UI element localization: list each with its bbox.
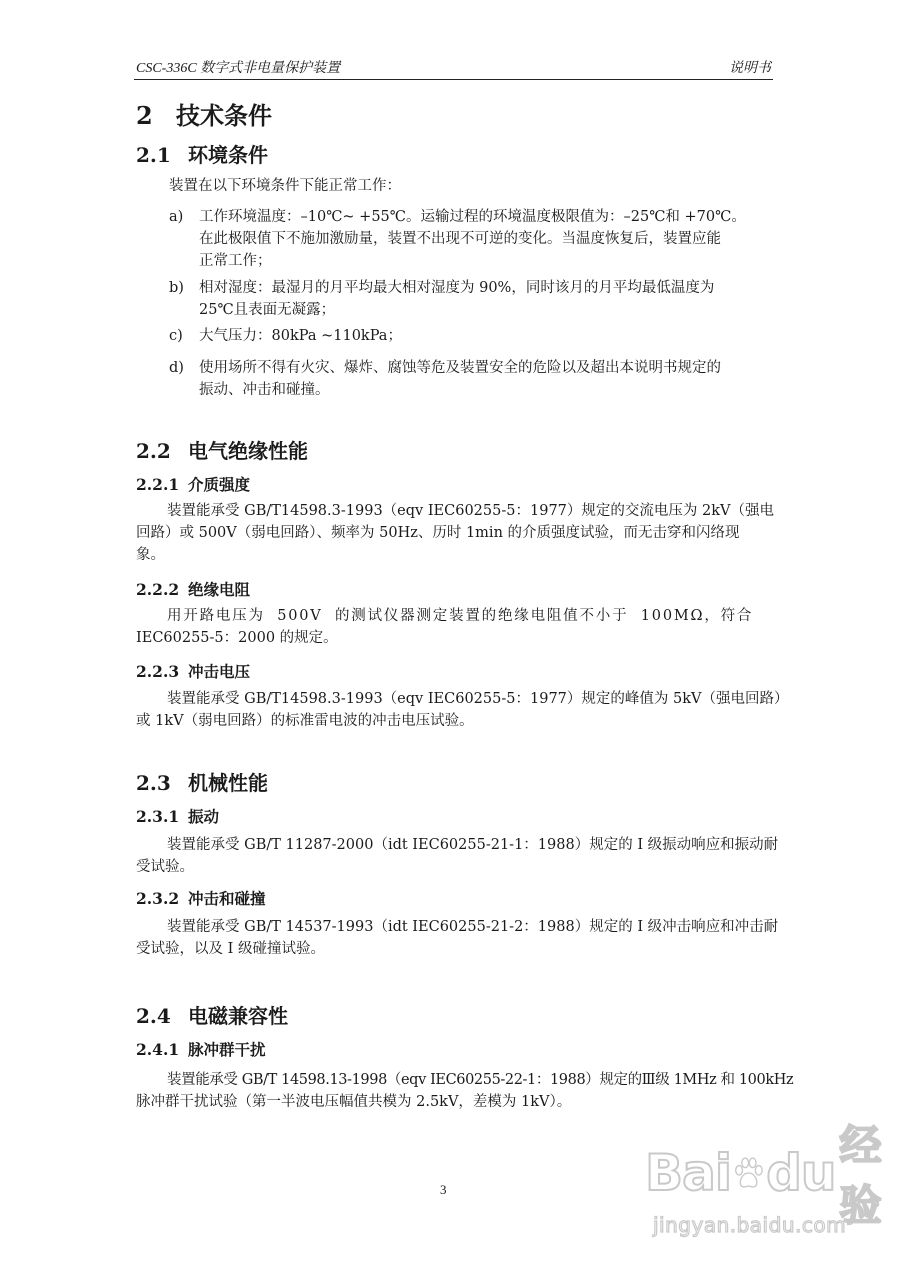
section-title: 脉冲群干扰 <box>188 1040 266 1059</box>
watermark-brand: Bai <box>645 1143 731 1202</box>
section-title: 振动 <box>188 807 220 826</box>
text-line: 振动、冲击和碰撞。 <box>199 382 330 398</box>
section-number: 2.3.2 <box>136 889 180 908</box>
list-label: d) <box>169 360 184 376</box>
header-doc-title: CSC-336C 数字式非电量保护装置 <box>136 61 341 76</box>
text-line: 工作环境温度：–10℃~ +55℃。运输过程的环境温度极限值为：–25℃和 +70℃。 <box>199 209 746 225</box>
header-doc-type: 说明书 <box>729 61 771 76</box>
text-line: 象。 <box>136 547 165 563</box>
text-line: 使用场所不得有火灾、爆炸、腐蚀等危及装置安全的危险以及超出本说明书规定的 <box>199 360 721 376</box>
text-line: 装置能承受 GB/T14598.3-1993（eqv IEC60255-5：1977）规定的交流电压为 2kV（强电 <box>167 503 774 519</box>
text-line: 正常工作； <box>199 253 272 269</box>
section-title: 机械性能 <box>188 771 268 795</box>
text-line: 相对湿度：最湿月的月平均最大相对湿度为 90%，同时该月的月平均最低温度为 <box>199 280 715 296</box>
page-header <box>134 57 773 80</box>
text-line: 装置能承受 GB/T 14598.13-1998（eqv IEC60255-22-1：1988）规定的Ⅲ级 1MHz 和 100kHz <box>167 1072 794 1088</box>
text-line: 脉冲群干扰试验（第一半波电压幅值共模为 2.5kV，差模为 1kV）。 <box>136 1094 572 1110</box>
list-label: a) <box>169 209 184 225</box>
paragraph <box>136 688 788 732</box>
text-line: 或 1kV（弱电回路）的标准雷电波的冲击电压试验。 <box>136 713 474 729</box>
paragraph <box>136 500 774 566</box>
section-title: 电气绝缘性能 <box>188 439 308 463</box>
section-title: 绝缘电阻 <box>188 580 251 599</box>
watermark-cn: 经验 <box>839 1120 882 1230</box>
text-line: 回路）或 500V（弱电回路）、频率为 50Hz、历时 1min 的介质强度试验，而无击穿和闪络现 <box>136 525 740 541</box>
section-2-1-heading <box>136 139 268 168</box>
text-line: 装置能承受 GB/T 14537-1993（idt IEC60255-21-2：1988）规定的 I 级冲击响应和冲击耐 <box>167 919 779 935</box>
section-number: 2.2.2 <box>136 580 180 599</box>
paragraph: 装置在以下环境条件下能正常工作： <box>169 178 401 194</box>
list-label: c) <box>169 328 183 344</box>
section-number: 2.1 <box>136 143 171 167</box>
section-number: 2.3 <box>136 771 171 795</box>
paragraph <box>136 605 753 649</box>
section-number: 2.2.3 <box>136 662 180 681</box>
text-line: IEC60255-5：2000 的规定。 <box>136 630 338 646</box>
section-2-2-3-heading <box>136 660 250 682</box>
section-title: 电磁兼容性 <box>188 1004 288 1028</box>
section-number: 2.3.1 <box>136 807 180 826</box>
list-text <box>199 325 402 347</box>
paragraph <box>136 1069 793 1113</box>
section-2-3-2-heading <box>136 887 266 909</box>
section-title: 环境条件 <box>188 143 268 167</box>
section-number: 2.2 <box>136 439 171 463</box>
section-2-heading <box>136 96 272 131</box>
section-2-2-heading <box>136 435 308 464</box>
section-2-2-2-heading <box>136 578 250 600</box>
list-label: b) <box>169 280 184 296</box>
section-number: 2 <box>136 101 153 130</box>
list-text <box>199 357 721 401</box>
text-line: 受试验。 <box>136 859 194 875</box>
list-text <box>199 206 746 272</box>
text-line: 25℃且表面无凝露； <box>199 302 336 318</box>
baidu-jingyan-watermark <box>645 1120 882 1245</box>
section-title: 介质强度 <box>188 475 251 494</box>
paragraph <box>136 834 778 878</box>
section-2-3-heading <box>136 767 268 796</box>
list-text <box>199 277 714 321</box>
paw-icon <box>733 1149 764 1197</box>
watermark-brand-tail: du <box>766 1143 836 1202</box>
section-number: 2.4.1 <box>136 1040 180 1059</box>
section-title: 冲击和碰撞 <box>188 889 266 908</box>
watermark-url: jingyan.baidu.com <box>653 1213 847 1237</box>
section-2-4-1-heading <box>136 1038 266 1060</box>
text-line: 装置能承受 GB/T14598.3-1993（eqv IEC60255-5：1977）规定的峰值为 5kV（强电回路） <box>167 691 789 707</box>
section-2-3-1-heading <box>136 805 219 827</box>
text-line: 受试验，以及 I 级碰撞试验。 <box>136 941 325 957</box>
section-number: 2.2.1 <box>136 475 180 494</box>
text-line: 用开路电压为 500V 的测试仪器测定装置的绝缘电阻值不小于 100MΩ，符合 <box>167 608 754 624</box>
section-title: 冲击电压 <box>188 662 251 681</box>
page-number: 3 <box>440 1182 447 1197</box>
text-line: 装置能承受 GB/T 11287-2000（idt IEC60255-21-1：1988）规定的 I 级振动响应和振动耐 <box>167 837 779 853</box>
section-2-4-heading <box>136 1000 288 1029</box>
section-number: 2.4 <box>136 1004 171 1028</box>
text-line: 在此极限值下不施加激励量，装置不出现不可逆的变化。当温度恢复后，装置应能 <box>199 231 721 247</box>
paragraph <box>136 916 778 960</box>
section-2-2-1-heading <box>136 473 250 495</box>
section-title: 技术条件 <box>176 101 272 130</box>
text-line: 大气压力：80kPa ~110kPa； <box>199 328 402 344</box>
